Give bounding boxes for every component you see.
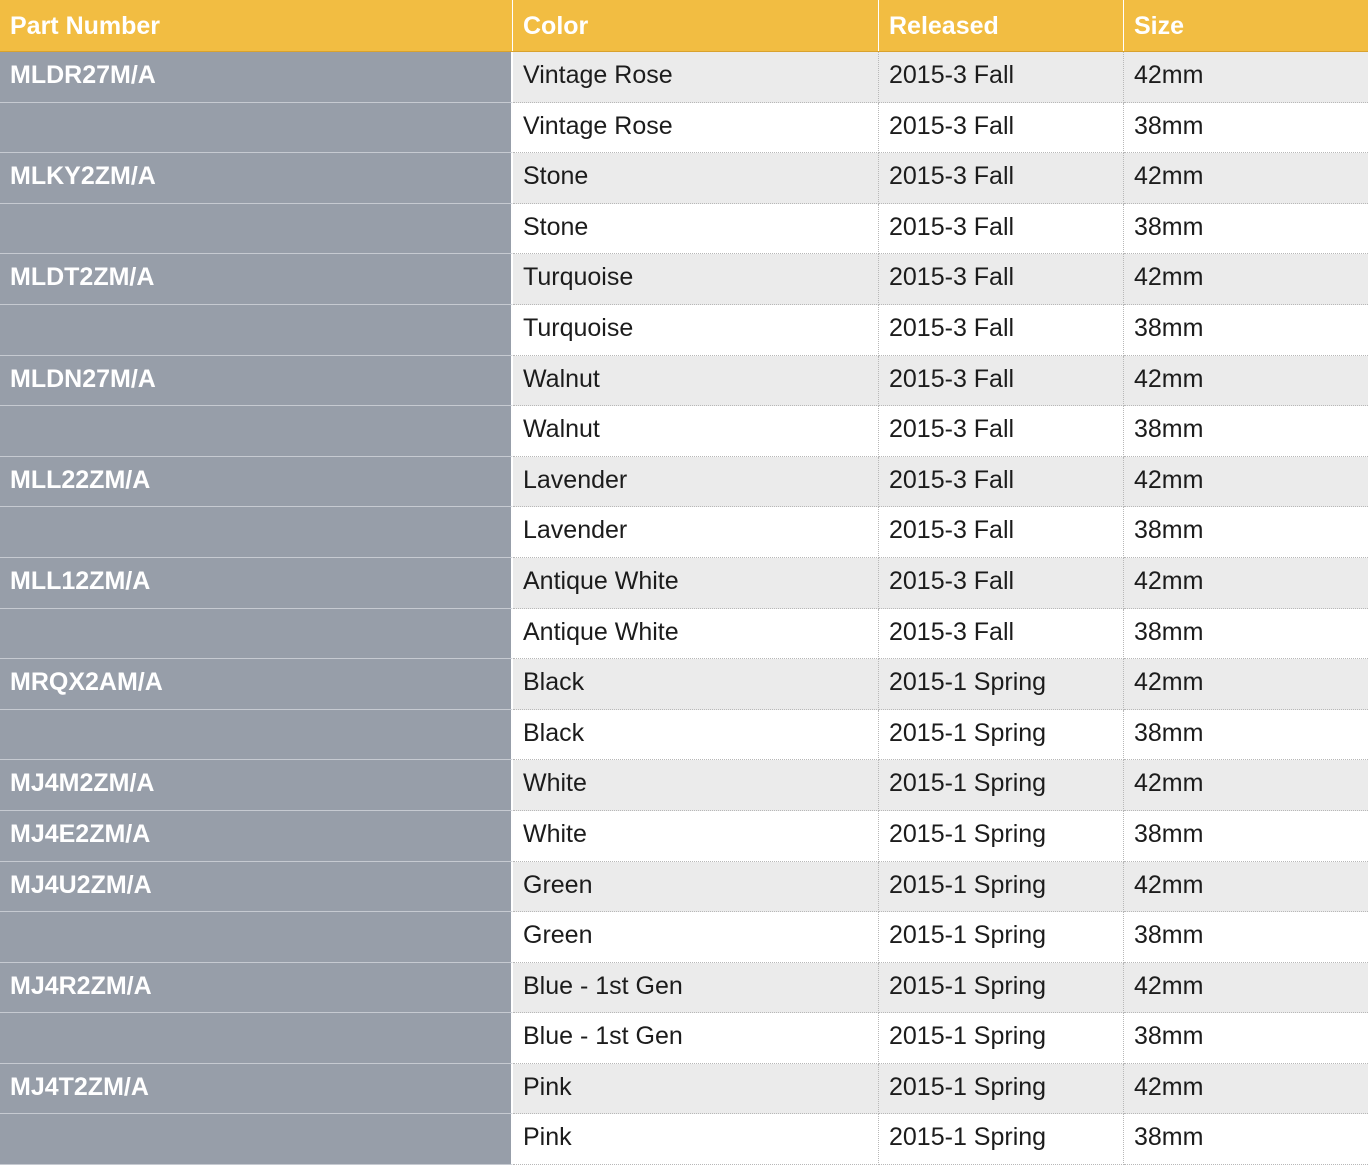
table-row[interactable] <box>0 457 1368 508</box>
table-row[interactable] <box>0 305 1368 356</box>
table-row[interactable] <box>0 912 1368 963</box>
table-row[interactable] <box>0 558 1368 609</box>
part-number-cell: MLL22ZM/A <box>0 457 513 508</box>
released-cell: 2015-3 Fall <box>879 507 1124 558</box>
part-number-cell: MLKY2ZM/A <box>0 153 513 204</box>
table-row[interactable] <box>0 659 1368 710</box>
released-cell: 2015-3 Fall <box>879 356 1124 407</box>
color-cell: Vintage Rose <box>513 103 879 154</box>
color-cell: Lavender <box>513 507 879 558</box>
released-cell: 2015-3 Fall <box>879 457 1124 508</box>
released-cell: 2015-1 Spring <box>879 1013 1124 1064</box>
released-cell: 2015-3 Fall <box>879 609 1124 660</box>
color-cell: Stone <box>513 153 879 204</box>
color-cell: Black <box>513 659 879 710</box>
header-size[interactable]: Size <box>1134 12 1185 40</box>
released-cell: 2015-1 Spring <box>879 710 1124 761</box>
size-cell: 38mm <box>1124 103 1368 154</box>
released-cell: 2015-1 Spring <box>879 811 1124 862</box>
size-cell: 38mm <box>1124 305 1368 356</box>
released-cell: 2015-3 Fall <box>879 153 1124 204</box>
table-row[interactable] <box>0 862 1368 913</box>
part-number-cell: MLDR27M/A <box>0 52 513 103</box>
header-color[interactable]: Color <box>513 0 879 51</box>
part-number-cell <box>0 406 513 457</box>
part-number-cell: MJ4R2ZM/A <box>0 963 513 1014</box>
part-number-cell: MLL12ZM/A <box>0 558 513 609</box>
color-cell: Blue - 1st Gen <box>513 963 879 1014</box>
size-cell: 42mm <box>1124 963 1368 1014</box>
table-row[interactable] <box>0 963 1368 1014</box>
table-body <box>0 52 1368 1165</box>
part-number-cell <box>0 204 513 255</box>
table-row[interactable] <box>0 710 1368 761</box>
part-number-cell <box>0 609 513 660</box>
size-cell: 42mm <box>1124 659 1368 710</box>
size-cell: 42mm <box>1124 862 1368 913</box>
size-cell: 42mm <box>1124 457 1368 508</box>
part-number-cell <box>0 1013 513 1064</box>
table-row[interactable] <box>0 204 1368 255</box>
part-number-cell: MJ4E2ZM/A <box>0 811 513 862</box>
size-cell: 38mm <box>1124 204 1368 255</box>
released-cell: 2015-3 Fall <box>879 204 1124 255</box>
table-row[interactable] <box>0 811 1368 862</box>
released-cell: 2015-1 Spring <box>879 1064 1124 1115</box>
released-cell: 2015-1 Spring <box>879 1114 1124 1165</box>
part-number-cell <box>0 507 513 558</box>
color-cell: Lavender <box>513 457 879 508</box>
size-cell: 38mm <box>1124 1013 1368 1064</box>
part-number-cell <box>0 103 513 154</box>
color-cell: Green <box>513 862 879 913</box>
part-number-cell <box>0 710 513 761</box>
table-row[interactable] <box>0 1064 1368 1115</box>
size-cell: 38mm <box>1124 406 1368 457</box>
color-cell: Pink <box>513 1114 879 1165</box>
color-cell: Blue - 1st Gen <box>513 1013 879 1064</box>
size-cell: 38mm <box>1124 710 1368 761</box>
size-cell: 42mm <box>1124 1064 1368 1115</box>
size-cell: 38mm <box>1124 1114 1368 1165</box>
table-header <box>0 0 1368 52</box>
released-cell: 2015-1 Spring <box>879 963 1124 1014</box>
color-cell: Black <box>513 710 879 761</box>
size-cell: 42mm <box>1124 52 1368 103</box>
size-cell: 42mm <box>1124 760 1368 811</box>
color-cell: White <box>513 811 879 862</box>
header-released[interactable]: Released <box>879 0 1124 51</box>
color-cell: Stone <box>513 204 879 255</box>
size-cell: 42mm <box>1124 254 1368 305</box>
table-row[interactable] <box>0 153 1368 204</box>
released-cell: 2015-3 Fall <box>879 406 1124 457</box>
size-cell: 38mm <box>1124 912 1368 963</box>
color-cell: Walnut <box>513 406 879 457</box>
size-cell: 42mm <box>1124 558 1368 609</box>
released-cell: 2015-1 Spring <box>879 912 1124 963</box>
part-number-cell: MJ4T2ZM/A <box>0 1064 513 1115</box>
table-row[interactable] <box>0 356 1368 407</box>
size-cell: 38mm <box>1124 609 1368 660</box>
table-row[interactable] <box>0 760 1368 811</box>
table-row[interactable] <box>0 1013 1368 1064</box>
table-row[interactable] <box>0 103 1368 154</box>
color-cell: Green <box>513 912 879 963</box>
released-cell: 2015-3 Fall <box>879 254 1124 305</box>
color-cell: Turquoise <box>513 254 879 305</box>
released-cell: 2015-1 Spring <box>879 862 1124 913</box>
released-cell: 2015-3 Fall <box>879 52 1124 103</box>
part-number-cell: MLDN27M/A <box>0 356 513 407</box>
part-number-cell: MJ4M2ZM/A <box>0 760 513 811</box>
color-cell: Antique White <box>513 558 879 609</box>
released-cell: 2015-3 Fall <box>879 305 1124 356</box>
size-cell: 42mm <box>1124 356 1368 407</box>
table-row[interactable] <box>0 507 1368 558</box>
color-cell: Pink <box>513 1064 879 1115</box>
part-number-cell <box>0 1114 513 1165</box>
size-cell: 42mm <box>1124 153 1368 204</box>
size-cell: 38mm <box>1124 507 1368 558</box>
part-number-cell <box>0 305 513 356</box>
color-cell: White <box>513 760 879 811</box>
color-cell: Walnut <box>513 356 879 407</box>
color-cell: Turquoise <box>513 305 879 356</box>
part-number-cell: MJ4U2ZM/A <box>0 862 513 913</box>
part-number-cell <box>0 912 513 963</box>
released-cell: 2015-1 Spring <box>879 659 1124 710</box>
table-row[interactable] <box>0 406 1368 457</box>
color-cell: Vintage Rose <box>513 52 879 103</box>
table-row[interactable] <box>0 1114 1368 1165</box>
part-number-cell: MLDT2ZM/A <box>0 254 513 305</box>
table-row[interactable] <box>0 52 1368 103</box>
released-cell: 2015-3 Fall <box>879 103 1124 154</box>
header-part-number[interactable]: Part Number <box>0 0 513 51</box>
released-cell: 2015-1 Spring <box>879 760 1124 811</box>
table-row[interactable] <box>0 609 1368 660</box>
part-number-cell: MRQX2AM/A <box>0 659 513 710</box>
table-row[interactable] <box>0 254 1368 305</box>
color-cell: Antique White <box>513 609 879 660</box>
released-cell: 2015-3 Fall <box>879 558 1124 609</box>
size-cell: 38mm <box>1124 811 1368 862</box>
